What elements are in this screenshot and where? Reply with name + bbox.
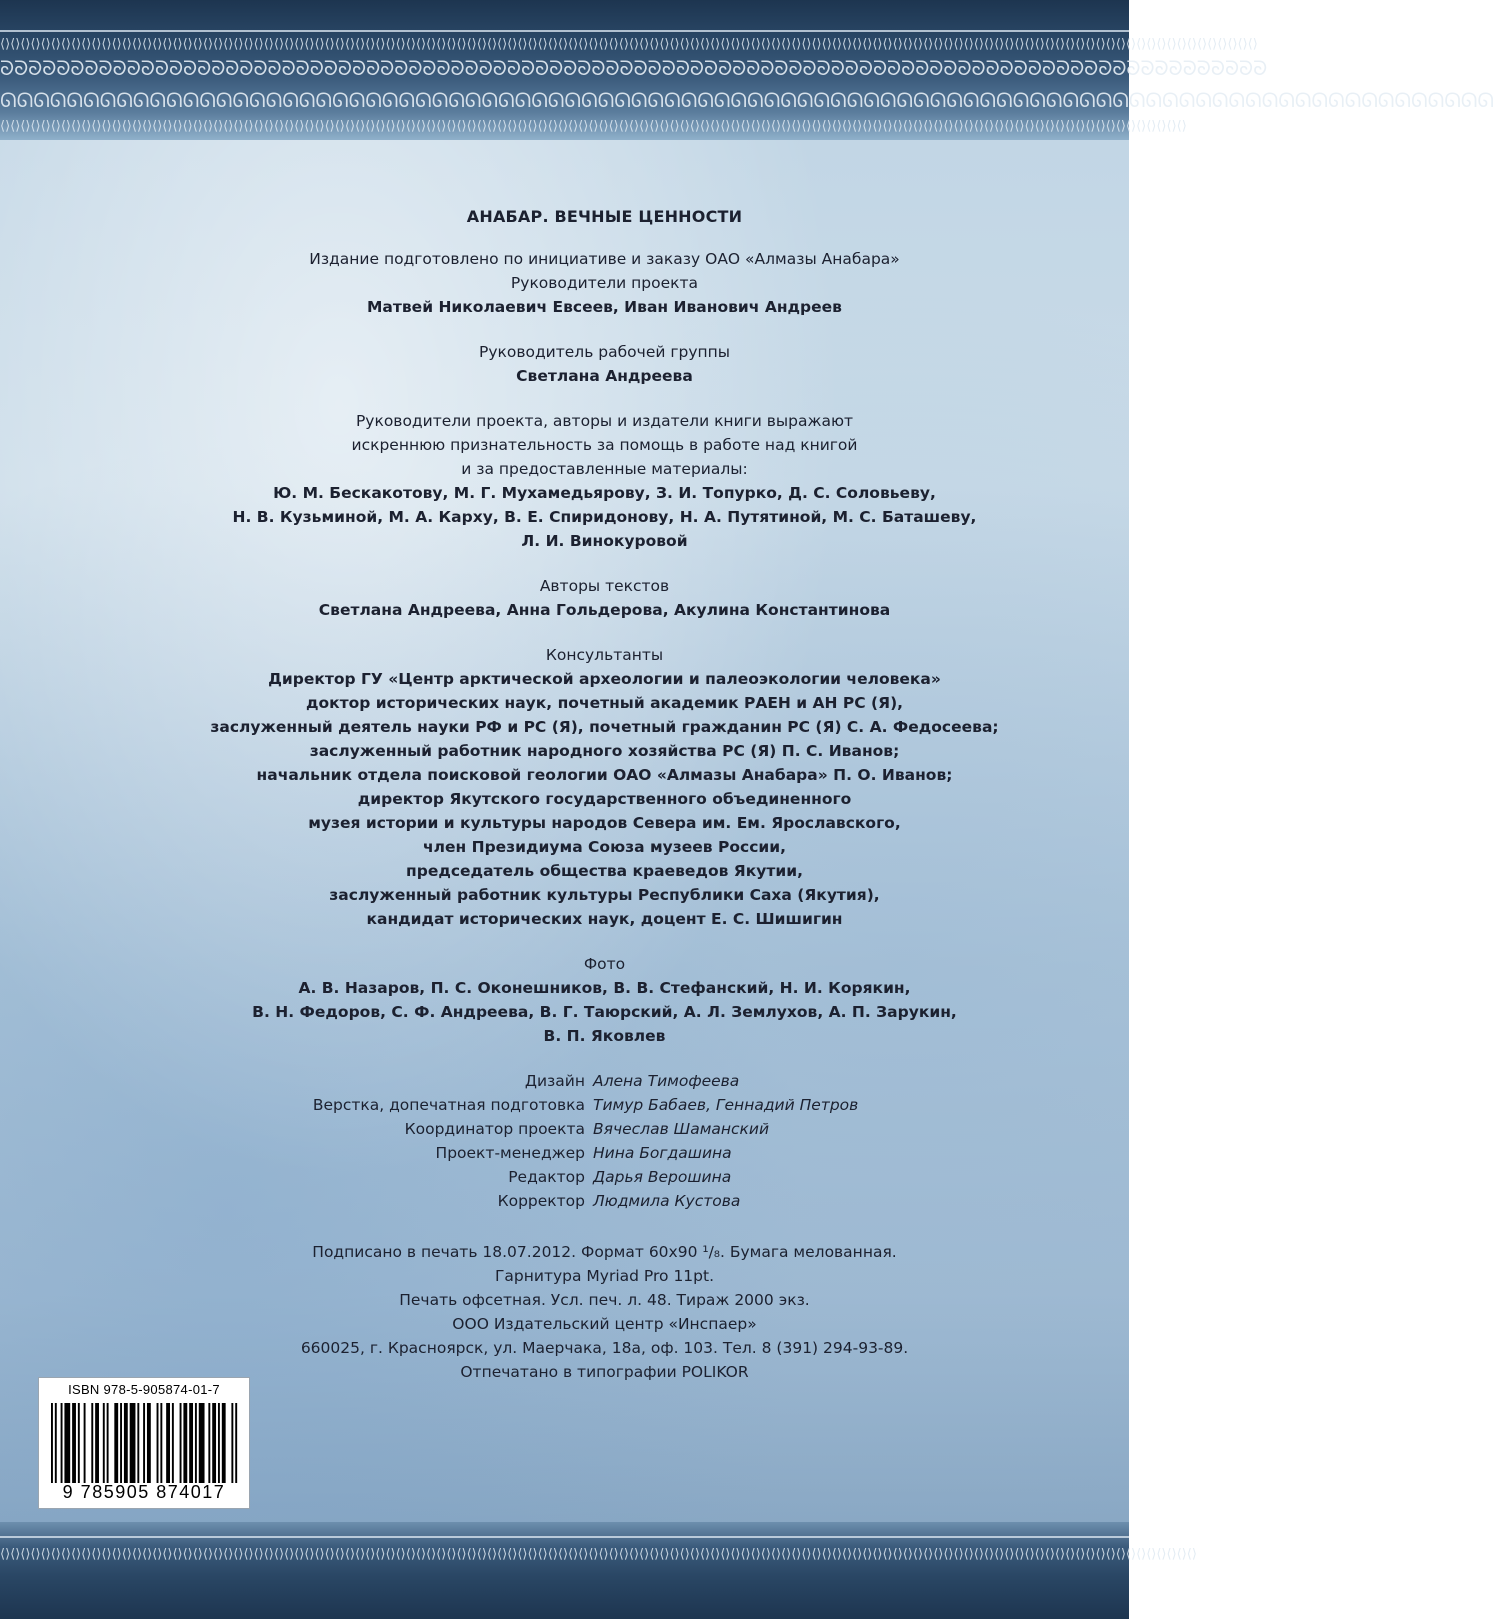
consultants-line: заслуженный работник народного хозяйства РС (Я) П. С. Иванов;: [309, 742, 900, 760]
barcode-bar: [208, 1403, 210, 1483]
barcode-bar: [107, 1403, 109, 1483]
barcode-bar: [183, 1403, 187, 1483]
barcode-bar: [51, 1403, 53, 1483]
barcode-bar: [124, 1403, 128, 1483]
project-leaders-names: Матвей Николаевич Евсеев, Иван Иванович Андреев: [367, 298, 842, 316]
barcode-bar: [222, 1403, 226, 1483]
credit-role: Редактор: [508, 1168, 585, 1186]
consultants-block: [40, 643, 1169, 931]
imprint-line: Отпечатано в типографии POLIKOR: [460, 1363, 749, 1381]
edition-block: [40, 247, 1169, 319]
credit-name: Людмила Кустова: [593, 1192, 741, 1210]
top-ornament-band: [0, 0, 1494, 140]
barcode-bar: [120, 1403, 122, 1483]
barcode-bar: [143, 1403, 145, 1483]
consultants-line: член Президиума Союза музеев России,: [422, 838, 787, 856]
barcode-bar: [235, 1403, 237, 1483]
consultants-line: директор Якутского государственного объединенного: [357, 790, 852, 808]
photo-names-line: В. Н. Федоров, С. Ф. Андреева, В. Г. Таюрский, А. Л. Землухов, А. П. Зарукин,: [252, 1003, 957, 1021]
photo-block: [40, 952, 1169, 1048]
consultants-line: кандидат исторических наук, доцент Е. С. Шишигин: [366, 910, 843, 928]
barcode-bar: [231, 1403, 233, 1483]
consultants-line: заслуженный деятель науки РФ и РС (Я), почетный гражданин РС (Я) С. А. Федосеева;: [210, 718, 999, 736]
staff-credits: [0, 1069, 1129, 1213]
thanks-block: [40, 409, 1169, 553]
consultants-line: доктор исторических наук, почетный академик РАЕН и АН РС (Я),: [305, 694, 904, 712]
chain-ornament: ⟨⟩⟨⟩⟨⟩⟨⟩⟨⟩⟨⟩⟨⟩⟨⟩⟨⟩⟨⟩⟨⟩⟨⟩⟨⟩⟨⟩⟨⟩⟨⟩⟨⟩⟨⟩⟨⟩⟨⟩⟨⟩⟨⟩⟨⟩⟨⟩⟨⟩⟨⟩⟨⟩⟨⟩⟨⟩⟨⟩⟨⟩⟨⟩⟨⟩⟨⟩⟨⟩⟨⟩⟨⟩⟨⟩⟨⟩⟨⟩⟨⟩⟨⟩⟨⟩⟨⟩⟨⟩⟨⟩⟨⟩⟨⟩⟨⟩⟨⟩⟨⟩⟨⟩⟨⟩⟨⟩⟨⟩⟨⟩⟨⟩⟨⟩⟨⟩⟨⟩⟨⟩⟨⟩⟨⟩⟨⟩⟨⟩⟨⟩⟨⟩⟨⟩⟨⟩⟨⟩⟨⟩⟨⟩⟨⟩⟨⟩⟨⟩⟨⟩⟨⟩⟨⟩⟨⟩⟨⟩⟨⟩⟨⟩⟨⟩⟨⟩⟨⟩⟨⟩⟨⟩⟨⟩⟨⟩⟨⟩⟨⟩⟨⟩⟨⟩⟨⟩⟨⟩⟨⟩⟨⟩⟨⟩⟨⟩⟨⟩⟨⟩⟨⟩⟨⟩⟨⟩⟨⟩⟨⟩⟨⟩⟨⟩⟨⟩⟨⟩⟨⟩⟨⟩⟨⟩⟨⟩⟨⟩⟨⟩⟨⟩⟨⟩: [0, 1547, 1197, 1562]
printing-details: [40, 1240, 1169, 1384]
imprint-line: Гарнитура Myriad Pro 11pt.: [494, 1267, 715, 1285]
consultants-line: музея истории и культуры народов Севера им. Ем. Ярославского,: [308, 814, 901, 832]
book-title: АНАБАР. ВЕЧНЫЕ ЦЕННОСТИ: [466, 207, 743, 226]
credit-row: [0, 1165, 1129, 1189]
arch-ornament: ᘐᘐᘐᘐᘐᘐᘐᘐᘐᘐᘐᘐᘐᘐᘐᘐᘐᘐᘐᘐᘐᘐᘐᘐᘐᘐᘐᘐᘐᘐᘐᘐᘐᘐᘐᘐᘐᘐᘐᘐᘐᘐᘐᘐᘐᘐᘐᘐᘐᘐᘐᘐᘐᘐᘐᘐᘐᘐᘐᘐᘐᘐᘐᘐᘐᘐᘐᘐᘐᘐᘐᘐᘐᘐᘐᘐᘐᘐᘐᘐᘐᘐᘐᘐᘐᘐᘐᘐᘐᘐ: [0, 56, 1268, 80]
barcode-bar: [172, 1403, 174, 1483]
credit-name: Вячеслав Шаманский: [593, 1120, 770, 1138]
barcode-bar: [147, 1403, 151, 1483]
barcode-bar: [78, 1403, 80, 1483]
barcode-bar: [91, 1403, 93, 1483]
authors-block: [40, 574, 1169, 622]
imprint-line: 660025, г. Красноярск, ул. Маерчака, 18а, оф. 103. Тел. 8 (391) 294-93-89.: [300, 1339, 909, 1357]
barcode-bar: [103, 1403, 105, 1483]
credit-role: Координатор проекта: [404, 1120, 585, 1138]
photo-names-line: В. П. Яковлев: [543, 1027, 666, 1045]
credit-row: [0, 1141, 1129, 1165]
photo-label: Фото: [583, 955, 626, 973]
authors-names: Светлана Андреева, Анна Гольдерова, Акулина Константинова: [318, 601, 891, 619]
consultants-line: председатель общества краеведов Якутии,: [406, 862, 803, 880]
consultants-line: Директор ГУ «Центр арктической археологии и палеоэкологии человека»: [268, 670, 941, 688]
credit-row: [0, 1093, 1129, 1117]
imprint-content: [0, 205, 1129, 1384]
credit-name: Нина Богдашина: [593, 1144, 732, 1162]
thanks-line: и за предоставленные материалы:: [461, 460, 748, 478]
workgroup-block: [40, 340, 1169, 388]
thanks-names-line: Л. И. Винокуровой: [521, 532, 688, 550]
barcode-bar: [157, 1403, 159, 1483]
thanks-line: Руководители проекта, авторы и издатели книги выражают: [355, 412, 854, 430]
workgroup-name: Светлана Андреева: [516, 367, 693, 385]
barcode-bar: [95, 1403, 99, 1483]
authors-label: Авторы текстов: [539, 577, 670, 595]
credit-role: Корректор: [497, 1192, 585, 1210]
credit-name: Алена Тимофеева: [593, 1072, 740, 1090]
imprint-line: Печать офсетная. Усл. печ. л. 48. Тираж 2000 экз.: [399, 1291, 810, 1309]
imprint-line: ООО Издательский центр «Инспаер»: [452, 1315, 757, 1333]
barcode-bar: [61, 1403, 63, 1483]
credit-role: Верстка, допечатная подготовка: [312, 1096, 585, 1114]
ornament-rule: [0, 1536, 1129, 1538]
imprint-line: Подписано в печать 18.07.2012. Формат 60x90 ¹/₈. Бумага мелованная.: [312, 1243, 897, 1261]
barcode-bar: [84, 1403, 86, 1483]
consultants-label: Консультанты: [545, 646, 664, 664]
barcode-bar: [114, 1403, 118, 1483]
barcode-bar: [218, 1403, 220, 1483]
chain-ornament: ⟨⟩⟨⟩⟨⟩⟨⟩⟨⟩⟨⟩⟨⟩⟨⟩⟨⟩⟨⟩⟨⟩⟨⟩⟨⟩⟨⟩⟨⟩⟨⟩⟨⟩⟨⟩⟨⟩⟨⟩⟨⟩⟨⟩⟨⟩⟨⟩⟨⟩⟨⟩⟨⟩⟨⟩⟨⟩⟨⟩⟨⟩⟨⟩⟨⟩⟨⟩⟨⟩⟨⟩⟨⟩⟨⟩⟨⟩⟨⟩⟨⟩⟨⟩⟨⟩⟨⟩⟨⟩⟨⟩⟨⟩⟨⟩⟨⟩⟨⟩⟨⟩⟨⟩⟨⟩⟨⟩⟨⟩⟨⟩⟨⟩⟨⟩⟨⟩⟨⟩⟨⟩⟨⟩⟨⟩⟨⟩⟨⟩⟨⟩⟨⟩⟨⟩⟨⟩⟨⟩⟨⟩⟨⟩⟨⟩⟨⟩⟨⟩⟨⟩⟨⟩⟨⟩⟨⟩⟨⟩⟨⟩⟨⟩⟨⟩⟨⟩⟨⟩⟨⟩⟨⟩⟨⟩⟨⟩⟨⟩⟨⟩⟨⟩⟨⟩⟨⟩⟨⟩⟨⟩⟨⟩⟨⟩⟨⟩⟨⟩⟨⟩⟨⟩⟨⟩⟨⟩⟨⟩⟨⟩⟨⟩⟨⟩⟨⟩⟨⟩⟨⟩⟨⟩⟨⟩⟨⟩⟨⟩⟨⟩⟨⟩⟨⟩⟨⟩⟨⟩⟨⟩⟨⟩⟨⟩⟨⟩: [0, 37, 1258, 52]
barcode-bar: [195, 1403, 197, 1483]
arch-ornament-inverted: ᘏᘏᘏᘏᘏᘏᘏᘏᘏᘏᘏᘏᘏᘏᘏᘏᘏᘏᘏᘏᘏᘏᘏᘏᘏᘏᘏᘏᘏᘏᘏᘏᘏᘏᘏᘏᘏᘏᘏᘏᘏᘏᘏᘏᘏᘏᘏᘏᘏᘏᘏᘏᘏᘏᘏᘏᘏᘏᘏᘏᘏᘏᘏᘏᘏᘏᘏᘏᘏᘏᘏᘏᘏᘏᘏᘏᘏᘏᘏᘏᘏᘏᘏᘏᘏᘏᘏᘏᘏᘏ: [0, 88, 1494, 112]
barcode-bar: [180, 1403, 182, 1483]
chain-ornament: ⟨⟩⟨⟩⟨⟩⟨⟩⟨⟩⟨⟩⟨⟩⟨⟩⟨⟩⟨⟩⟨⟩⟨⟩⟨⟩⟨⟩⟨⟩⟨⟩⟨⟩⟨⟩⟨⟩⟨⟩⟨⟩⟨⟩⟨⟩⟨⟩⟨⟩⟨⟩⟨⟩⟨⟩⟨⟩⟨⟩⟨⟩⟨⟩⟨⟩⟨⟩⟨⟩⟨⟩⟨⟩⟨⟩⟨⟩⟨⟩⟨⟩⟨⟩⟨⟩⟨⟩⟨⟩⟨⟩⟨⟩⟨⟩⟨⟩⟨⟩⟨⟩⟨⟩⟨⟩⟨⟩⟨⟩⟨⟩⟨⟩⟨⟩⟨⟩⟨⟩⟨⟩⟨⟩⟨⟩⟨⟩⟨⟩⟨⟩⟨⟩⟨⟩⟨⟩⟨⟩⟨⟩⟨⟩⟨⟩⟨⟩⟨⟩⟨⟩⟨⟩⟨⟩⟨⟩⟨⟩⟨⟩⟨⟩⟨⟩⟨⟩⟨⟩⟨⟩⟨⟩⟨⟩⟨⟩⟨⟩⟨⟩⟨⟩⟨⟩⟨⟩⟨⟩⟨⟩⟨⟩⟨⟩⟨⟩⟨⟩⟨⟩⟨⟩⟨⟩⟨⟩⟨⟩⟨⟩⟨⟩⟨⟩⟨⟩⟨⟩⟨⟩⟨⟩⟨⟩⟨⟩⟨⟩⟨⟩⟨⟩: [0, 119, 1187, 134]
credit-role: Дизайн: [524, 1072, 585, 1090]
credit-name: Дарья Верошина: [593, 1168, 732, 1186]
barcode-bar: [130, 1403, 136, 1483]
edition-line: Издание подготовлено по инициативе и заказу ОАО «Алмазы Анабара»: [309, 250, 900, 268]
barcode-bar: [189, 1403, 193, 1483]
barcode-bar: [64, 1403, 70, 1483]
isbn-number: ISBN 978-5-905874-01-7: [68, 1382, 220, 1397]
isbn-barcode: [38, 1377, 250, 1509]
consultants-line: начальник отдела поисковой геологии ОАО «Алмазы Анабара» П. О. Иванов;: [256, 766, 953, 784]
barcode-bar: [199, 1403, 205, 1483]
consultants-line: заслуженный работник культуры Республики Саха (Якутия),: [329, 886, 880, 904]
barcode-bar: [55, 1403, 57, 1483]
credits-column: [40, 205, 1169, 1048]
workgroup-label: Руководитель рабочей группы: [478, 343, 731, 361]
credit-row: [0, 1069, 1129, 1093]
photo-names-line: А. В. Назаров, П. С. Оконешников, В. В. Стефанский, Н. И. Корякин,: [298, 979, 911, 997]
credit-name: Тимур Бабаев, Геннадий Петров: [593, 1096, 859, 1114]
barcode-bar: [72, 1403, 76, 1483]
project-leaders-label: Руководители проекта: [510, 274, 699, 292]
barcode-bar: [160, 1403, 162, 1483]
barcode-bars: [51, 1403, 241, 1483]
barcode-bar: [166, 1403, 170, 1483]
thanks-names-line: Ю. М. Бескакотову, М. Г. Мухамедьярову, З. И. Топурко, Д. С. Соловьеву,: [273, 484, 936, 502]
ornament-rule: [0, 30, 1129, 32]
credit-row: [0, 1117, 1129, 1141]
barcode-digits: 9 785905 874017: [62, 1482, 226, 1502]
barcode-bar: [212, 1403, 216, 1483]
thanks-names-line: Н. В. Кузьминой, М. А. Карху, В. Е. Спиридонову, Н. А. Путятиной, М. С. Баташеву,: [232, 508, 977, 526]
barcode-bar: [137, 1403, 139, 1483]
thanks-line: искреннюю признательность за помощь в работе над книгой: [351, 436, 858, 454]
bottom-ornament-band: [0, 1522, 1197, 1619]
credit-role: Проект-менеджер: [435, 1144, 585, 1162]
credit-row: [0, 1189, 1129, 1213]
